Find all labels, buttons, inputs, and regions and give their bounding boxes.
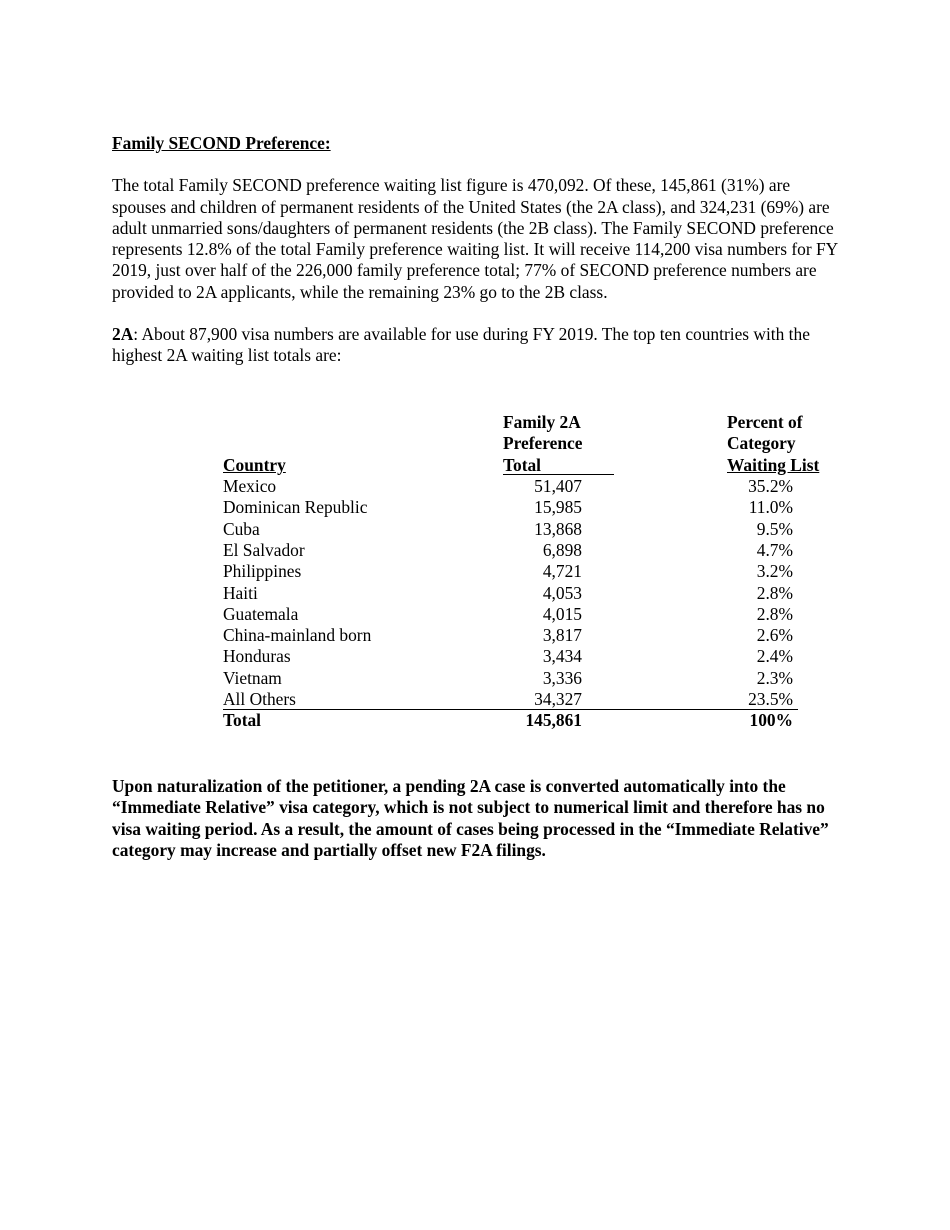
percent-cell: 3.2% [756, 561, 793, 582]
total-cell: 15,985 [534, 497, 582, 518]
table-row [112, 519, 842, 540]
country-cell: Guatemala [223, 603, 299, 624]
percent-cell: 2.8% [756, 603, 793, 624]
table-row [112, 583, 842, 604]
total-cell: 34,327 [534, 689, 582, 709]
total-cell: 3,817 [542, 625, 582, 646]
percent-cell: 2.4% [756, 646, 793, 667]
country-cell: Honduras [223, 646, 291, 667]
document-body [112, 133, 842, 367]
total-percent: 100% [749, 710, 793, 731]
header-percent: Percent of Category Waiting List [727, 412, 820, 475]
table-row [112, 646, 842, 667]
table-row [112, 476, 842, 497]
percent-cell: 2.8% [756, 582, 793, 603]
total-cell: 3,336 [542, 667, 582, 688]
table-row [112, 689, 842, 710]
country-cell: Mexico [223, 476, 277, 496]
naturalization-note: Upon naturalization of the petitioner, a pending 2A case is converted automatically into the “Immediate Relative” visa category, which is not subject to numerical limit and therefore has no visa waiting period. As a result, the amount of cases being processed in the “Immediate Relative” category may increase and partially offset new F2A filings. [112, 776, 829, 860]
total-cell: 4,015 [542, 603, 582, 624]
section-2a-paragraph [112, 324, 842, 367]
section-heading: Family SECOND Preference: [112, 133, 331, 153]
table-row [112, 604, 842, 625]
header-total-underline [503, 474, 614, 475]
percent-cell: 35.2% [748, 476, 793, 496]
percent-cell: 2.3% [756, 667, 793, 688]
percent-cell: 23.5% [748, 689, 793, 709]
table-row [112, 497, 842, 518]
section-2a-text: : About 87,900 visa numbers are available for use during FY 2019. The top ten countries with the highest 2A waiting list totals are: [112, 324, 810, 366]
total-cell: 4,721 [542, 561, 582, 582]
percent-cell: 9.5% [756, 518, 793, 539]
country-cell: Cuba [223, 518, 260, 539]
table-row [112, 540, 842, 561]
table-row [112, 668, 842, 689]
total-cell: 4,053 [542, 582, 582, 603]
table-total-row [112, 710, 842, 731]
country-cell: Dominican Republic [223, 497, 368, 518]
header-total: Family 2A Preference Total [503, 412, 583, 475]
percent-cell: 2.6% [756, 625, 793, 646]
country-cell: China-mainland born [223, 625, 372, 646]
percent-cell: 4.7% [756, 539, 793, 560]
table-row [112, 561, 842, 582]
section-2a-label: 2A [112, 324, 134, 345]
total-value: 145,861 [525, 710, 582, 731]
intro-paragraph: The total Family SECOND preference waiting list figure is 470,092. Of these, 145,861 (31%) are spouses and children of permanent residents of the United States (the 2A class), and 324,231 (69%) are adult unmarried sons/daughters of permanent residents (the 2B class). The Family SECOND preference represents 12.8% of the total Family preference waiting list. It will receive 114,200 visa numbers for FY 2019, just over half of the 226,000 family preference total; 77% of SECOND preference numbers are provided to 2A applicants, while the remaining 23% go to the 2B class. [112, 175, 838, 302]
country-cell: El Salvador [223, 539, 305, 560]
country-cell: Haiti [223, 582, 258, 603]
total-label: Total [223, 710, 262, 731]
waiting-list-table [112, 412, 842, 742]
total-cell: 51,407 [534, 476, 582, 496]
total-cell: 3,434 [542, 646, 582, 667]
country-cell: All Others [223, 689, 296, 709]
header-country: Country [223, 455, 286, 475]
country-cell: Vietnam [223, 667, 282, 688]
country-cell: Philippines [223, 561, 302, 582]
total-cell: 6,898 [542, 539, 582, 560]
total-cell: 13,868 [534, 518, 582, 539]
table-row [112, 625, 842, 646]
percent-cell: 11.0% [748, 497, 793, 518]
